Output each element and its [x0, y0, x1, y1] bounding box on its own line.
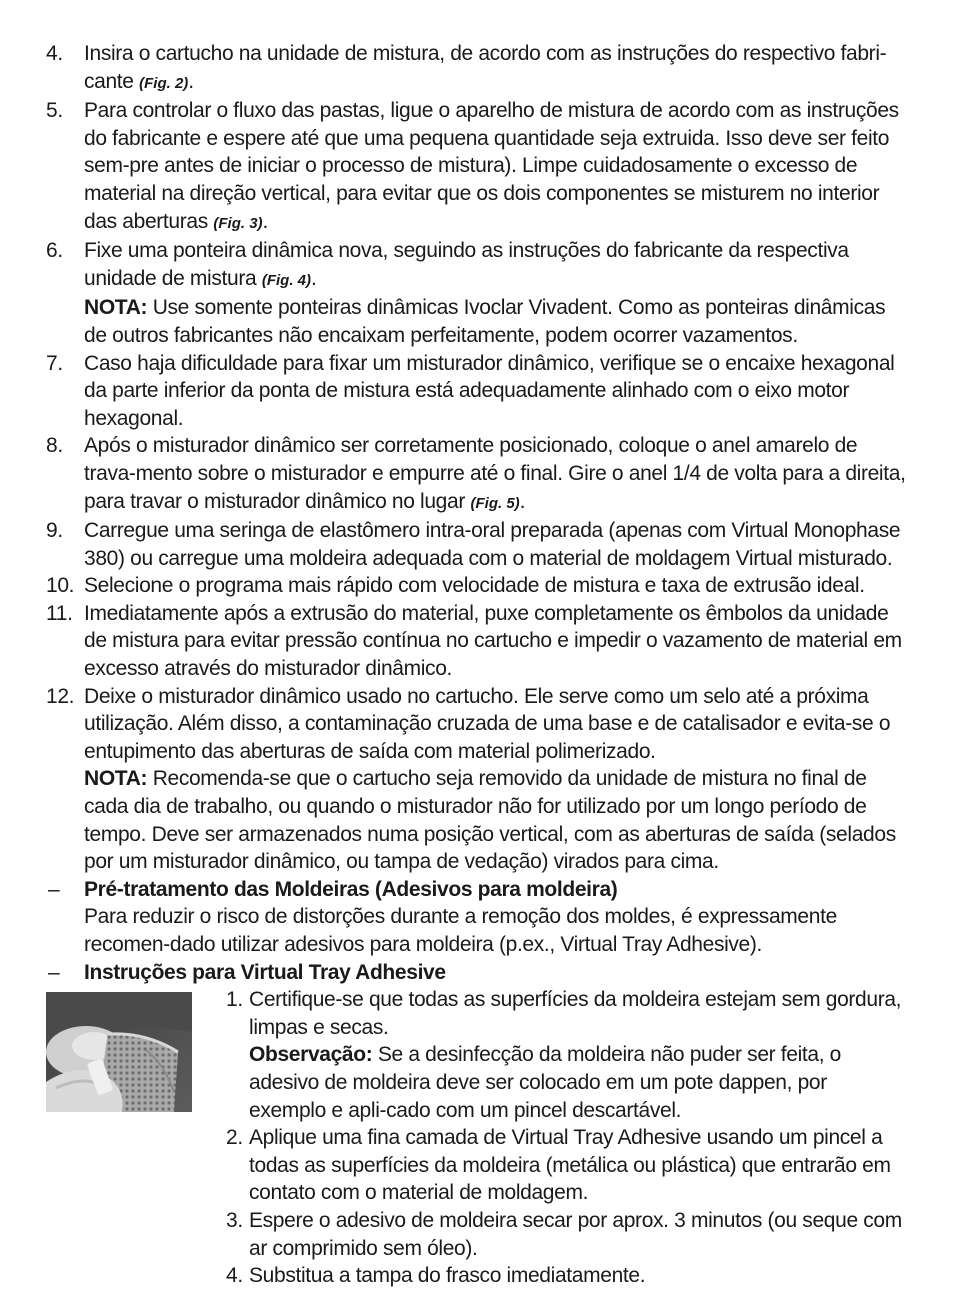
step-text: Certifique-se que todas as superfícies da moldeira estejam sem gordura, limpas e secas. [249, 988, 902, 1039]
punctuation: . [519, 489, 526, 513]
dash-bullet: – [48, 877, 60, 901]
step-8 [46, 432, 908, 517]
step-10 [46, 572, 908, 600]
step-number: 11. [46, 601, 73, 625]
step-number: 6. [46, 239, 63, 263]
step-number: 9. [46, 519, 63, 543]
step-text: Insira o cartucho na unidade de mistura, de acordo com as instruções do respectivo fabri-cante [84, 42, 887, 93]
step-text: Aplique uma fina camada de Virtual Tray Adhesive usando um pincel a todas as superfícies da moldeira (metálica ou plástica) que entrarão em contato com o material de moldagem. [249, 1126, 891, 1205]
adhesive-step-3 [226, 1207, 906, 1262]
note [84, 294, 908, 349]
step-text: Carregue uma seringa de elastômero intra-oral preparada (apenas com Virtual Monophase 380) ou carregue uma moldeira adequada com o material de moldagem Virtual misturado. [84, 519, 901, 570]
note-label: NOTA: [84, 767, 148, 791]
note [84, 765, 908, 875]
step-text: Caso haja dificuldade para fixar um misturador dinâmico, verifique se o encaixe hexagonal da parte inferior da ponta de mistura está adequadamente alinhado com o eixo motor hexagonal. [84, 351, 895, 430]
punctuation: . [262, 209, 269, 233]
section-heading: Instruções para Virtual Tray Adhesive [84, 960, 446, 984]
tray-adhesive-section [46, 986, 908, 1316]
step-12 [46, 683, 908, 876]
step-number: 1. [226, 988, 243, 1012]
figure-reference: (Fig. 4) [261, 271, 311, 289]
step-text: Selecione o programa mais rápido com velocidade de mistura e taxa de extrusão ideal. [84, 574, 865, 598]
step-number: 12. [46, 684, 75, 708]
step-text: Fixe uma ponteira dinâmica nova, seguindo as instruções do fabricante da respectiva unidade de mistura [84, 239, 849, 290]
note-text: Recomenda-se que o cartucho seja removido da unidade de mistura no final de cada dia de trabalho, ou quando o misturador não for utilizado por um longo período de tempo. Deve ser armazenados numa posição vertical, com as aberturas de saída (selados por um misturador dinâmico, ou tampa de vedação) virados para cima. [84, 767, 896, 874]
step-number: 4. [226, 1264, 243, 1288]
adhesive-step-2 [226, 1124, 906, 1207]
step-7 [46, 350, 908, 433]
adhesive-steps [226, 986, 906, 1290]
step-number: 4. [46, 42, 63, 65]
dash-bullet: – [48, 960, 60, 984]
step-9 [46, 517, 908, 572]
step-text: Substitua a tampa do frasco imediatamente. [249, 1264, 646, 1288]
step-text: Deixe o misturador dinâmico usado no cartucho. Ele serve como um selo até a próxima utilização. Além disso, a contaminação cruzada de uma base e de catalisador e evita-se o entupimento das aberturas de saída com material polimerizado. [84, 684, 891, 763]
punctuation: . [311, 266, 317, 290]
step-number: 3. [226, 1208, 243, 1232]
section-text: Para reduzir o risco de distorções durante a remoção dos moldes, é expressamente recomen-dado utilizar adesivos para moldeira (p.ex., Virtual Tray Adhesive). [84, 905, 837, 956]
step-11 [46, 600, 908, 683]
observation-text: Se a desinfecção da moldeira não puder ser feita, o adesivo de moldeira deve ser colocado em um pote dappen, por exemplo e apli-cado com um pincel descartável. [249, 1043, 842, 1122]
instruction-text [46, 40, 908, 1316]
instructions-section [46, 959, 908, 987]
figure-reference: (Fig. 5) [470, 494, 520, 512]
step-text: Imediatamente após a extrusão do material, puxe completamente os êmbolos da unidade de mistura para evitar pressão contínua no cartucho e impedir o vazamento de material em excesso através do misturador dinâmico. [84, 601, 902, 681]
step-5 [46, 97, 908, 237]
note-text: Use somente ponteiras dinâmicas Ivoclar Vivadent. Como as ponteiras dinâmicas de outros fabricantes não encaixam perfeitamente, podem ocorrer vazamentos. [84, 296, 886, 347]
step-number: 7. [46, 351, 63, 375]
step-number: 8. [46, 434, 63, 458]
tray-adhesive-photo [46, 992, 192, 1112]
observation [249, 1041, 906, 1124]
step-4 [46, 40, 908, 97]
note-label: NOTA: [84, 296, 148, 320]
adhesive-step-1 [226, 986, 906, 1124]
pretreatment-section [46, 876, 908, 959]
figure-reference: (Fig. 3) [213, 214, 263, 232]
step-number: 10. [46, 574, 75, 598]
adhesive-step-4 [226, 1262, 906, 1290]
figure-reference: (Fig. 2) [139, 74, 189, 92]
step-number: 5. [46, 99, 63, 123]
step-number: 2. [226, 1126, 243, 1150]
photo-illustration [46, 992, 192, 1112]
punctuation: . [188, 69, 194, 93]
step-6 [46, 237, 908, 349]
observation-label: Observação: [249, 1043, 373, 1067]
step-text: Para controlar o fluxo das pastas, ligue o aparelho de mistura de acordo com as instruções do fabricante e espere até que uma pequena quantidade seja extruida. Isso deve ser feito sem-pre antes de iniciar o processo de mistura). Limpe cuidadosamente o excesso de material na direção vertical, para evitar que os dois componentes se misturem no interior das aberturas [84, 99, 899, 233]
step-text: Após o misturador dinâmico ser corretamente posicionado, coloque o anel amarelo de trava-mento sobre o misturador e empurre até o final. Gire o anel 1/4 de volta para a direita, para travar o misturador dinâmico no lugar [84, 434, 906, 513]
section-heading: Pré-tratamento das Moldeiras (Adesivos para moldeira) [84, 877, 618, 901]
step-text: Espere o adesivo de moldeira secar por aprox. 3 minutos (ou seque com ar comprimido sem óleo). [249, 1208, 902, 1260]
